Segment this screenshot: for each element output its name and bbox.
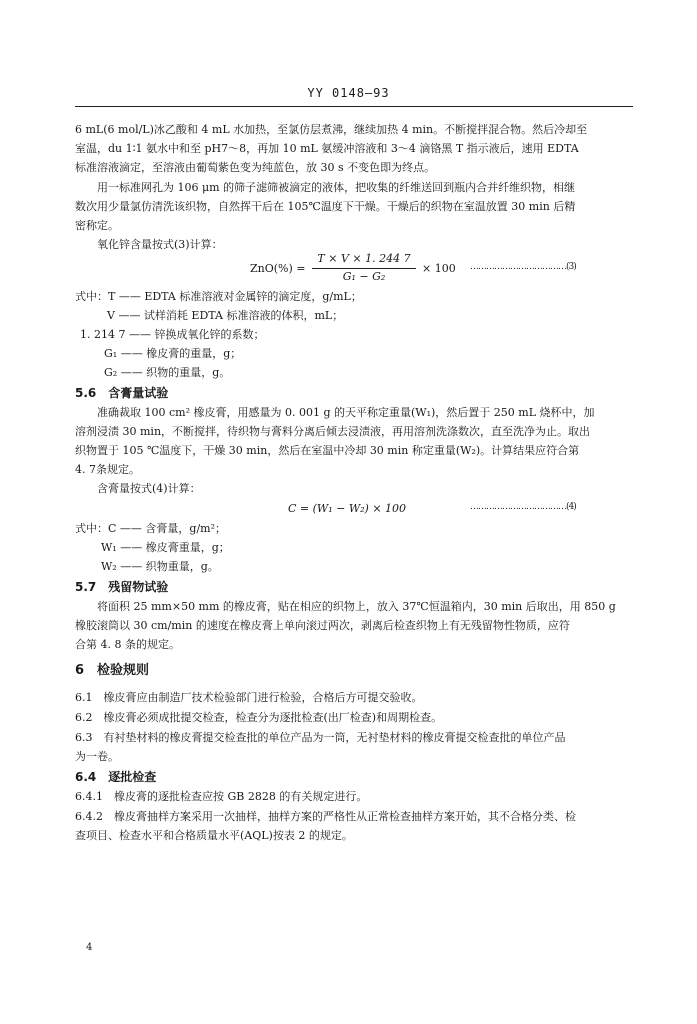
text-line: 合第 4. 8 条的规定。 (75, 638, 180, 651)
variable-definition: W₂ —— 织物重量，g。 (101, 560, 219, 573)
section-heading: 6.4 逐批检查 (75, 770, 157, 784)
variable-definition: 式中：T —— EDTA 标准溶液对金属锌的滴定度，g/mL； (75, 290, 362, 303)
formula-4: C = (W₁ − W₂) × 100 (288, 502, 407, 515)
text-line: 用一标准网孔为 106 μm 的筛子滤筛被滴定的液体，把收集的纤维送回到瓶内合并纤维织物，相继 (97, 181, 576, 194)
text-line: 将面积 25 mm×50 mm 的橡皮膏，贴在相应的织物上，放入 37℃恒温箱内，30 min 后取出，用 850 g (97, 600, 616, 613)
clause-text: 6.4.2 橡皮膏抽样方案采用一次抽样，抽样方案的严格性从正常检查抽样方案开始，其不合格分类、检 (75, 810, 576, 823)
variable-definition: W₁ —— 橡皮膏重量，g； (101, 541, 230, 554)
formula-3-lhs: ZnO(%) = (250, 262, 306, 275)
formula-3-suffix: × 100 (422, 262, 456, 275)
variable-definition: 1. 214 7 —— 锌换成氧化锌的系数； (80, 328, 265, 341)
text-line: 含膏量按式(4)计算： (97, 482, 201, 495)
chapter-heading: 6 检验规则 (75, 663, 150, 678)
formula-3-denominator: G₁ − G₂ (342, 270, 386, 283)
standard-number-header: YY 0148—93 (307, 86, 390, 100)
clause-text: 6.3 有衬垫材料的橡皮膏提交检查批的单位产品为一筒，无衬垫材料的橡皮膏提交检查批的单位产品 (75, 731, 566, 744)
fraction-bar (312, 268, 416, 269)
clause-text: 6.2 橡皮膏必须成批提交检查，检查分为逐批检查(出厂检查)和周期检查。 (75, 711, 443, 724)
variable-definition: 式中：C —— 含膏量，g/m²； (75, 522, 226, 535)
formula-4-ref: ………………………………(4) (470, 502, 576, 512)
text-line: 标准溶液滴定，至溶液由葡萄紫色变为纯蓝色，放 30 s 不变色即为终点。 (75, 161, 436, 174)
text-line: 准确裁取 100 cm² 橡皮膏，用感量为 0. 001 g 的天平称定重量(W₁)，然后置于 250 mL 烧杯中，加 (97, 406, 595, 419)
text-line: 氧化锌含量按式(3)计算： (97, 238, 223, 251)
formula-3-numerator: T × V × 1. 244 7 (317, 252, 411, 265)
text-line: 室温，du 1∶1 氨水中和至 pH7～8，再加 10 mL 氨缓冲溶液和 3～4 滴铬黑 T 指示液后，速用 EDTA (75, 142, 579, 155)
text-line: 橡胶滚筒以 30 cm/min 的速度在橡皮膏上单向滚过两次，剥离后检查织物上有无残留物性物质，应符 (75, 619, 570, 632)
section-heading: 5.7 残留物试验 (75, 580, 169, 594)
clause-text: 查项目、检查水平和合格质量水平(AQL)按表 2 的规定。 (75, 829, 353, 842)
text-line: 4. 7条规定。 (75, 463, 140, 476)
clause-text: 为一卷。 (75, 750, 119, 763)
text-line: 数次用少量氯仿清洗该织物，自然挥干后在 105℃温度下干燥。干燥后的织物在室温放置 30 min 后精 (75, 200, 576, 213)
variable-definition: G₂ —— 织物的重量，g。 (104, 366, 231, 379)
text-line: 密称定。 (75, 219, 119, 232)
clause-text: 6.4.1 橡皮膏的逐批检查应按 GB 2828 的有关规定进行。 (75, 790, 368, 803)
text-line: 溶剂浸渍 30 min，不断搅拌，待织物与膏料分离后倾去浸渍液，再用溶剂洗涤数次，直至洗净为止。取出 (75, 425, 591, 438)
formula-3-ref: ………………………………(3) (470, 262, 576, 272)
variable-definition: V —— 试样消耗 EDTA 标准溶液的体积，mL； (107, 309, 344, 322)
variable-definition: G₁ —— 橡皮膏的重量，g； (104, 347, 242, 360)
section-heading: 5.6 含膏量试验 (75, 386, 169, 400)
clause-text: 6.1 橡皮膏应由制造厂技术检验部门进行检验，合格后方可提交验收。 (75, 691, 423, 704)
page-number: 4 (86, 942, 93, 953)
text-line: 织物置于 105 ℃温度下，干燥 30 min，然后在室温中冷却 30 min 称定重量(W₂)。计算结果应符合第 (75, 444, 580, 457)
text-line: 6 mL(6 mol/L)冰乙酸和 4 mL 水加热，至氯仿层煮沸，继续加热 4 min。不断搅拌混合物。然后冷却至 (75, 123, 588, 136)
header-rule (75, 106, 633, 107)
